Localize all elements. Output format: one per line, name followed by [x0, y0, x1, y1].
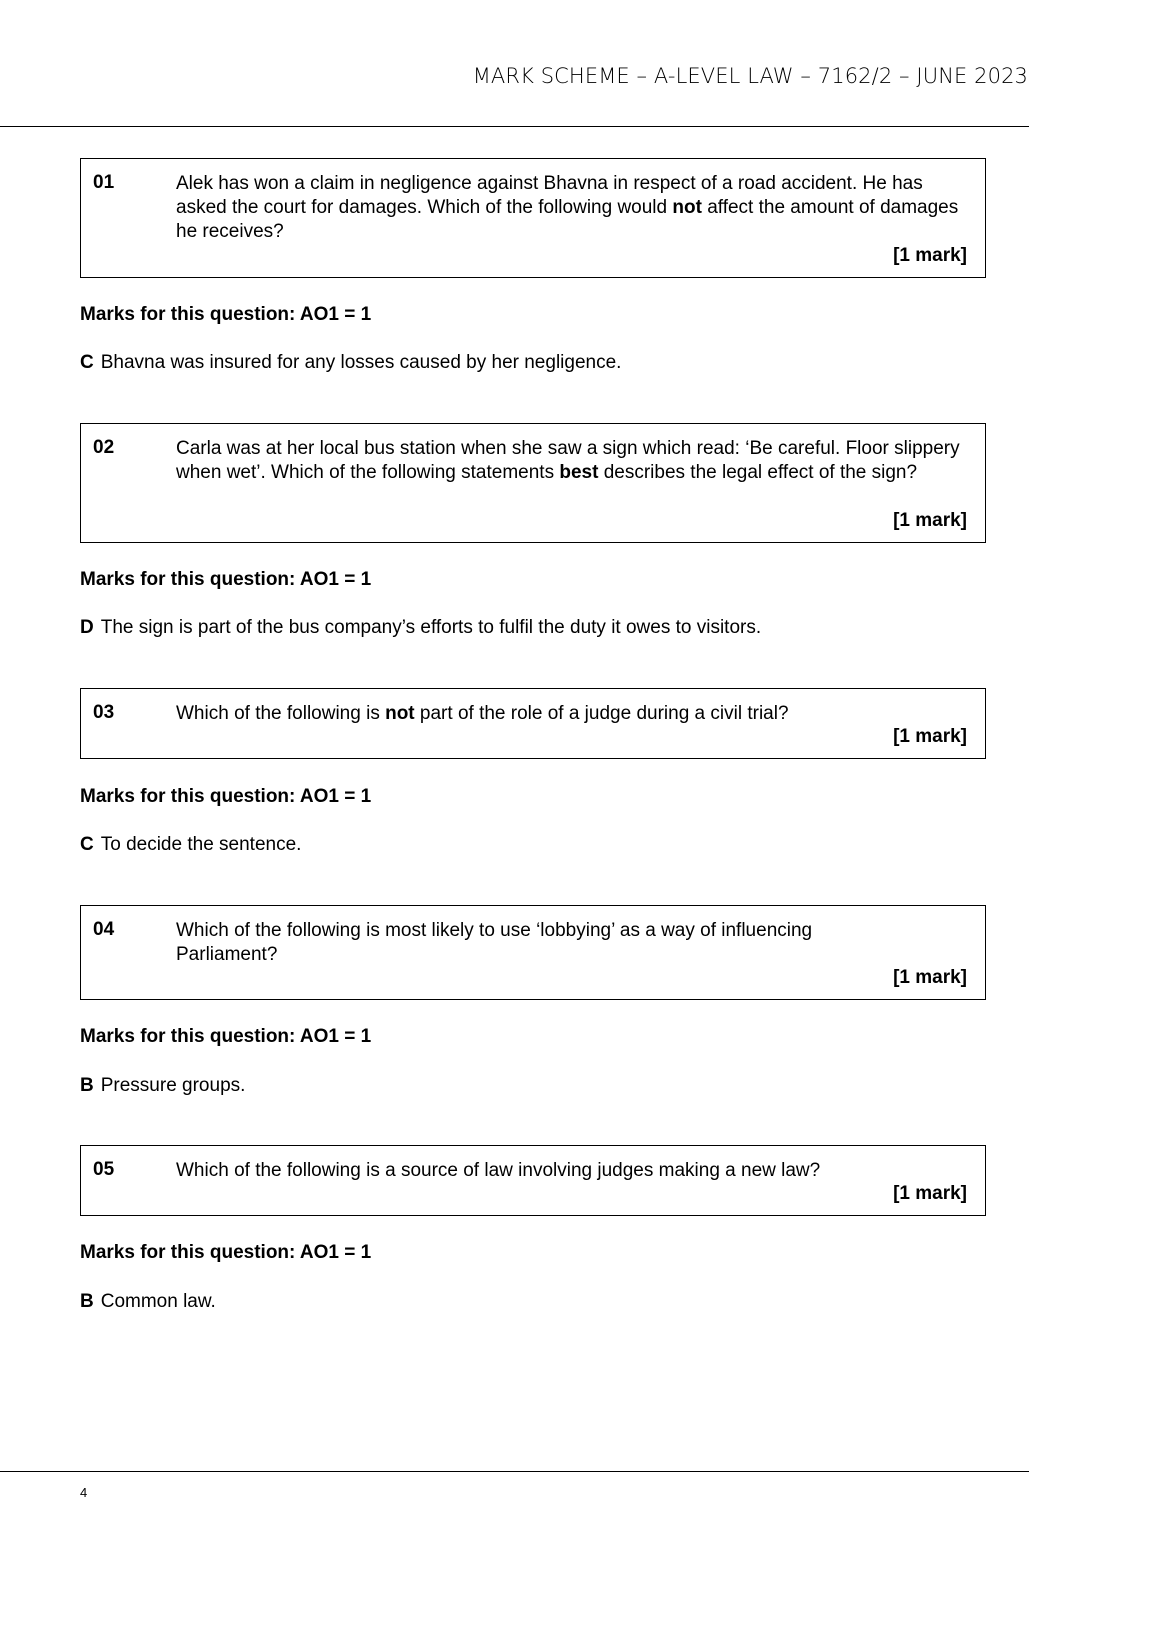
question-box-02	[80, 423, 986, 543]
header-divider	[0, 126, 1029, 127]
marks-label: Marks for this question: AO1 = 1	[80, 786, 372, 807]
answer: B Common law.	[80, 1291, 216, 1312]
question-text: Which of the following is most likely to use ‘lobbying’ as a way of influencing Parliament?	[176, 920, 813, 965]
question-text: Which of the following is a source of law involving judges making a new law?	[176, 1160, 821, 1181]
question-number: 03	[93, 702, 115, 723]
question-box-05	[80, 1145, 986, 1216]
answer: C To decide the sentence.	[80, 834, 302, 855]
answer: D The sign is part of the bus company’s efforts to fulfil the duty it owes to visitors.	[80, 617, 762, 638]
question-number: 04	[93, 919, 115, 940]
question-number: 05	[93, 1159, 115, 1180]
marks-label: Marks for this question: AO1 = 1	[80, 1242, 372, 1263]
question-mark: [1 mark]	[893, 245, 967, 266]
question-mark: [1 mark]	[893, 967, 967, 988]
question-box-04	[80, 905, 986, 1000]
marks-label: Marks for this question: AO1 = 1	[80, 304, 372, 325]
question-text: Which of the following is not part of the role of a judge during a civil trial?	[176, 703, 789, 724]
marks-label: Marks for this question: AO1 = 1	[80, 569, 372, 590]
footer-divider	[0, 1471, 1029, 1472]
question-text: Alek has won a claim in negligence against Bhavna in respect of a road accident. He has asked the court for damages. Which of the following would not affect the amount of damages he receives?	[176, 173, 959, 242]
page-header-title: MARK SCHEME – A-LEVEL LAW – 7162/2 – JUNE 2023	[472, 64, 1028, 88]
answer: B Pressure groups.	[80, 1075, 246, 1096]
question-number: 01	[93, 172, 115, 193]
question-box-01	[80, 158, 986, 278]
page-number: 4	[80, 1485, 88, 1500]
question-number: 02	[93, 437, 115, 458]
question-mark: [1 mark]	[893, 1183, 967, 1204]
question-mark: [1 mark]	[893, 510, 967, 531]
marks-label: Marks for this question: AO1 = 1	[80, 1026, 372, 1047]
question-mark: [1 mark]	[893, 726, 967, 747]
question-box-03	[80, 688, 986, 759]
answer: C Bhavna was insured for any losses caused by her negligence.	[80, 352, 622, 373]
question-text: Carla was at her local bus station when she saw a sign which read: ‘Be careful. Floor slippery when wet’. Which of the following statements best describes the legal effect of the sign?	[176, 438, 960, 483]
